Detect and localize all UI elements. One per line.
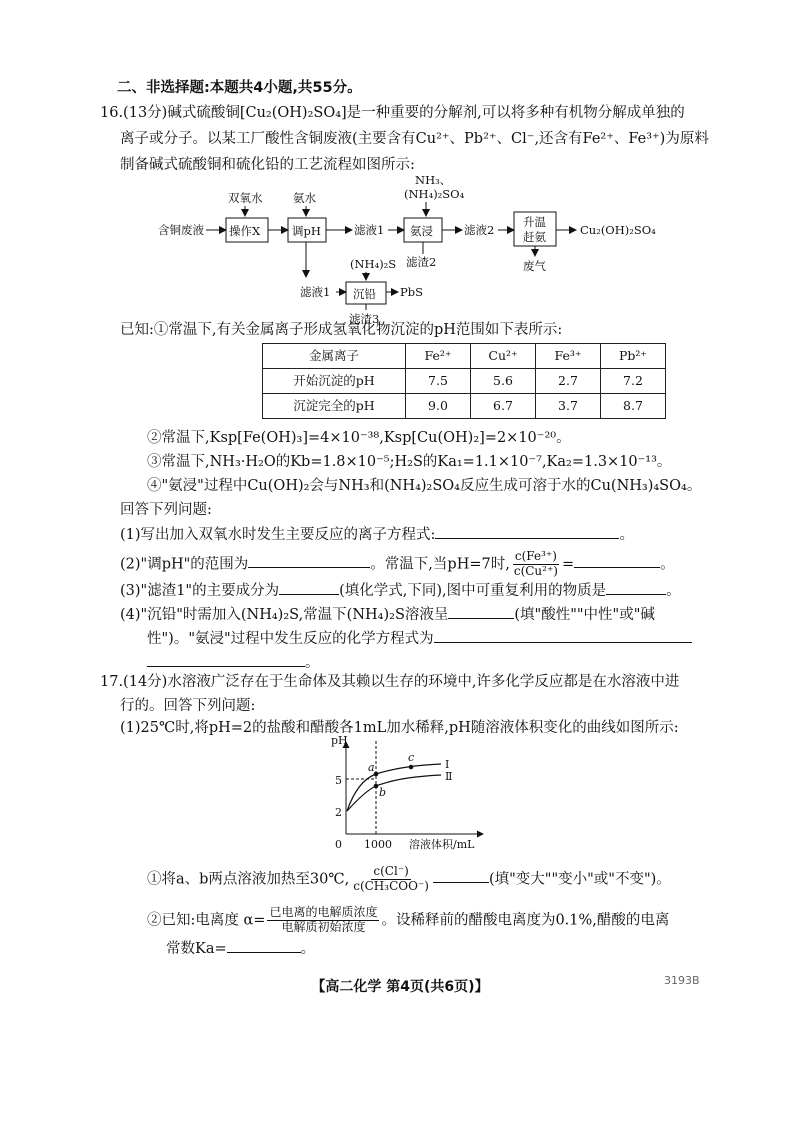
fraction-denominator: 电解质初始浓度 [281, 919, 366, 934]
flow-residue3: 滤渣3 [349, 312, 380, 326]
table-header-cell: Pb²⁺ [601, 344, 666, 369]
q16-sub2-eq: = [561, 556, 575, 573]
table-cell: 3.7 [536, 394, 601, 419]
answer-blank[interactable] [147, 652, 305, 667]
q16-intro-line3: 制备碱式硫酸铜和硫化铅的工艺流程如图所示: [120, 157, 415, 173]
footer-code: 3193B [664, 974, 700, 987]
graph-ylabel: pH [331, 734, 348, 747]
q16-sub1-period: 。 [619, 527, 634, 543]
q16-sub2-text-b: 。常温下,当pH=7时, [370, 556, 510, 573]
ionization-degree-fraction [267, 906, 379, 935]
fraction-numerator: 已电离的电解质浓度 [269, 905, 378, 919]
graph-xlabel: 溶液体积/mL [409, 838, 475, 851]
answer-blank[interactable] [227, 938, 301, 953]
q16-sub4-line2 [147, 628, 692, 650]
table-row [263, 394, 666, 419]
fraction-denominator: c(CH₃COO⁻) [353, 878, 429, 893]
label-a: a [368, 761, 375, 774]
answer-blank[interactable] [606, 580, 666, 595]
ratio-fraction [512, 550, 560, 579]
label-b: b [379, 786, 387, 799]
label-curve-2: Ⅱ [445, 770, 453, 783]
section-title: 二、非选择题:本题共4小题,共55分。 [117, 80, 362, 96]
flow-box3: 氨浸 [410, 224, 433, 238]
flow-start: 含铜废液 [158, 223, 204, 237]
point-c [409, 765, 414, 770]
q16-answer-intro: 回答下列问题: [120, 502, 212, 518]
graph-ytick-5: 5 [335, 774, 342, 787]
flow-reagent4: (NH₄)₂S [350, 257, 397, 271]
table-row-label: 沉淀完全的pH [263, 394, 406, 419]
q16-sub4-line3 [147, 652, 320, 674]
answer-blank[interactable] [574, 553, 660, 568]
fraction-numerator: c(Fe³⁺) [514, 549, 557, 563]
table-header-cell: Fe³⁺ [536, 344, 601, 369]
table-cell: 2.7 [536, 369, 601, 394]
table-cell: 6.7 [471, 394, 536, 419]
q16-sub2-text-a: (2)"调pH"的范围为 [120, 556, 249, 573]
table-header-cell: Fe²⁺ [406, 344, 471, 369]
q16-known3: ③常温下,NH₃·H₂O的Kb=1.8×10⁻⁵;H₂S的Ka₁=1.1×10⁻⁷,Ka₂=1.3×10⁻¹³。 [147, 454, 672, 470]
q16-sub2 [120, 550, 675, 579]
flow-pbs: PbS [400, 285, 423, 299]
q16-known-intro: 已知:①常温下,有关金属离子形成氢氧化物沉淀的pH范围如下表所示: [120, 322, 563, 338]
q16-sub4-period: 。 [305, 655, 320, 671]
label-c: c [408, 751, 415, 764]
fraction-numerator: c(Cl⁻) [373, 864, 409, 878]
answer-blank[interactable] [435, 524, 619, 539]
q16-intro-line2: 离子或分子。以某工厂酸性含铜废液(主要含有Cu²⁺、Pb²⁺、Cl⁻,还含有Fe²⁺、Fe³⁺)为原料 [120, 131, 709, 147]
q16-known4: ④"氨浸"过程中Cu(OH)₂会与NH₃和(NH₄)₂SO₄反应生成可溶于水的Cu(NH₃)₄SO₄。 [147, 478, 702, 494]
flow-reagent2: 氨水 [293, 191, 316, 205]
page-footer: 【高二化学 第4页(共6页)】 [311, 979, 489, 995]
curve-2 [347, 775, 441, 811]
process-flow-diagram [140, 172, 700, 332]
q16-sub3-period: 。 [666, 583, 681, 599]
flow-residue2: 滤渣2 [406, 255, 437, 269]
answer-blank[interactable] [433, 868, 489, 883]
q16-intro-line1: 16.(13分)碱式硫酸铜[Cu₂(OH)₂SO₄]是一种重要的分解剂,可以将多种有机物分解成单独的 [100, 105, 685, 121]
flow-box1: 操作X [229, 224, 261, 238]
q16-known2: ②常温下,Ksp[Fe(OH)₃]=4×10⁻³⁸,Ksp[Cu(OH)₂]=2×10⁻²⁰。 [147, 430, 571, 446]
curve-1 [347, 764, 441, 811]
q16-sub1 [120, 524, 634, 546]
table-cell: 8.7 [601, 394, 666, 419]
table-cell: 5.6 [471, 369, 536, 394]
q17-intro-line1: 17.(14分)水溶液广泛存在于生命体及其赖以生存的环境中,许多化学反应都是在水溶液中进 [100, 674, 680, 690]
q16-sub4 [120, 604, 655, 626]
answer-blank[interactable] [434, 628, 692, 643]
flow-box2: 调pH [292, 224, 321, 238]
q17-intro-line2: 行的。回答下列问题: [120, 698, 256, 714]
flow-box4-l1: 升温 [523, 215, 546, 229]
flow-filtrate1-top: 滤液1 [354, 223, 385, 237]
q17-item2 [147, 906, 669, 935]
q16-sub2-period: 。 [660, 556, 675, 573]
table-header-cell: Cu²⁺ [471, 344, 536, 369]
graph-ytick-2: 2 [335, 806, 342, 819]
flow-box4-l2: 赶氨 [523, 230, 546, 244]
flow-waste-gas: 废气 [523, 259, 546, 273]
q16-sub3 [120, 580, 681, 602]
q16-sub3-text-a: (3)"滤渣1"的主要成分为 [120, 583, 280, 599]
table-header-row [263, 344, 666, 369]
ph-range-table [262, 343, 666, 419]
table-header-cell: 金属离子 [263, 344, 406, 369]
flow-filtrate2: 滤液2 [464, 223, 495, 237]
q17-item1-text-b: (填"变大""变小"或"不变")。 [488, 871, 671, 888]
graph-xtick-1000: 1000 [364, 838, 392, 851]
flow-reagent1: 双氧水 [228, 191, 263, 205]
answer-blank[interactable] [248, 553, 370, 568]
table-cell: 7.5 [406, 369, 471, 394]
graph-origin: 0 [335, 838, 342, 851]
q16-sub4-text-c: 性")。"氨浸"过程中发生反应的化学方程式为 [147, 631, 434, 647]
flow-box5: 沉铅 [353, 287, 376, 301]
ion-ratio-fraction [351, 865, 431, 894]
q17-item2-period: 。 [300, 941, 316, 957]
table-cell: 9.0 [406, 394, 471, 419]
fraction-denominator: c(Cu²⁺) [513, 563, 558, 578]
q17-item1 [147, 865, 671, 894]
table-cell: 7.2 [601, 369, 666, 394]
q17-item1-text-a: ①将a、b两点溶液加热至30℃, [147, 871, 350, 888]
q17-item2-text-a: ②已知:电离度 α= [147, 912, 266, 929]
flow-product: Cu₂(OH)₂SO₄ [580, 223, 656, 237]
answer-blank[interactable] [279, 580, 339, 595]
q17-sub1: (1)25℃时,将pH=2的盐酸和醋酸各1mL加水稀释,pH随溶液体积变化的曲线如图所示: [120, 720, 679, 736]
table-row [263, 369, 666, 394]
q16-sub4-text-b: (填"酸性""中性"或"碱 [514, 607, 655, 623]
point-b [374, 784, 379, 789]
table-row-label: 开始沉淀的pH [263, 369, 406, 394]
flow-reagent3-l1: NH₃、 [415, 173, 452, 187]
ph-dilution-graph [325, 730, 495, 855]
label-curve-1: Ⅰ [445, 758, 450, 771]
flow-filtrate1-bottom: 滤液1 [300, 285, 331, 299]
q16-sub3-text-b: (填化学式,下同),图中可重复利用的物质是 [339, 583, 607, 599]
q16-sub1-text: (1)写出加入双氧水时发生主要反应的离子方程式: [120, 527, 436, 543]
q17-item2-line2 [166, 938, 315, 960]
q16-sub4-text-a: (4)"沉铅"时需加入(NH₄)₂S,常温下(NH₄)₂S溶液呈 [120, 607, 449, 623]
flow-reagent3-l2: (NH₄)₂SO₄ [404, 187, 465, 201]
q17-item2-text-b: 。设稀释前的醋酸电离度为0.1%,醋酸的电离 [381, 912, 670, 929]
q17-item2-text-c: 常数Ka= [166, 941, 227, 957]
answer-blank[interactable] [448, 604, 514, 619]
